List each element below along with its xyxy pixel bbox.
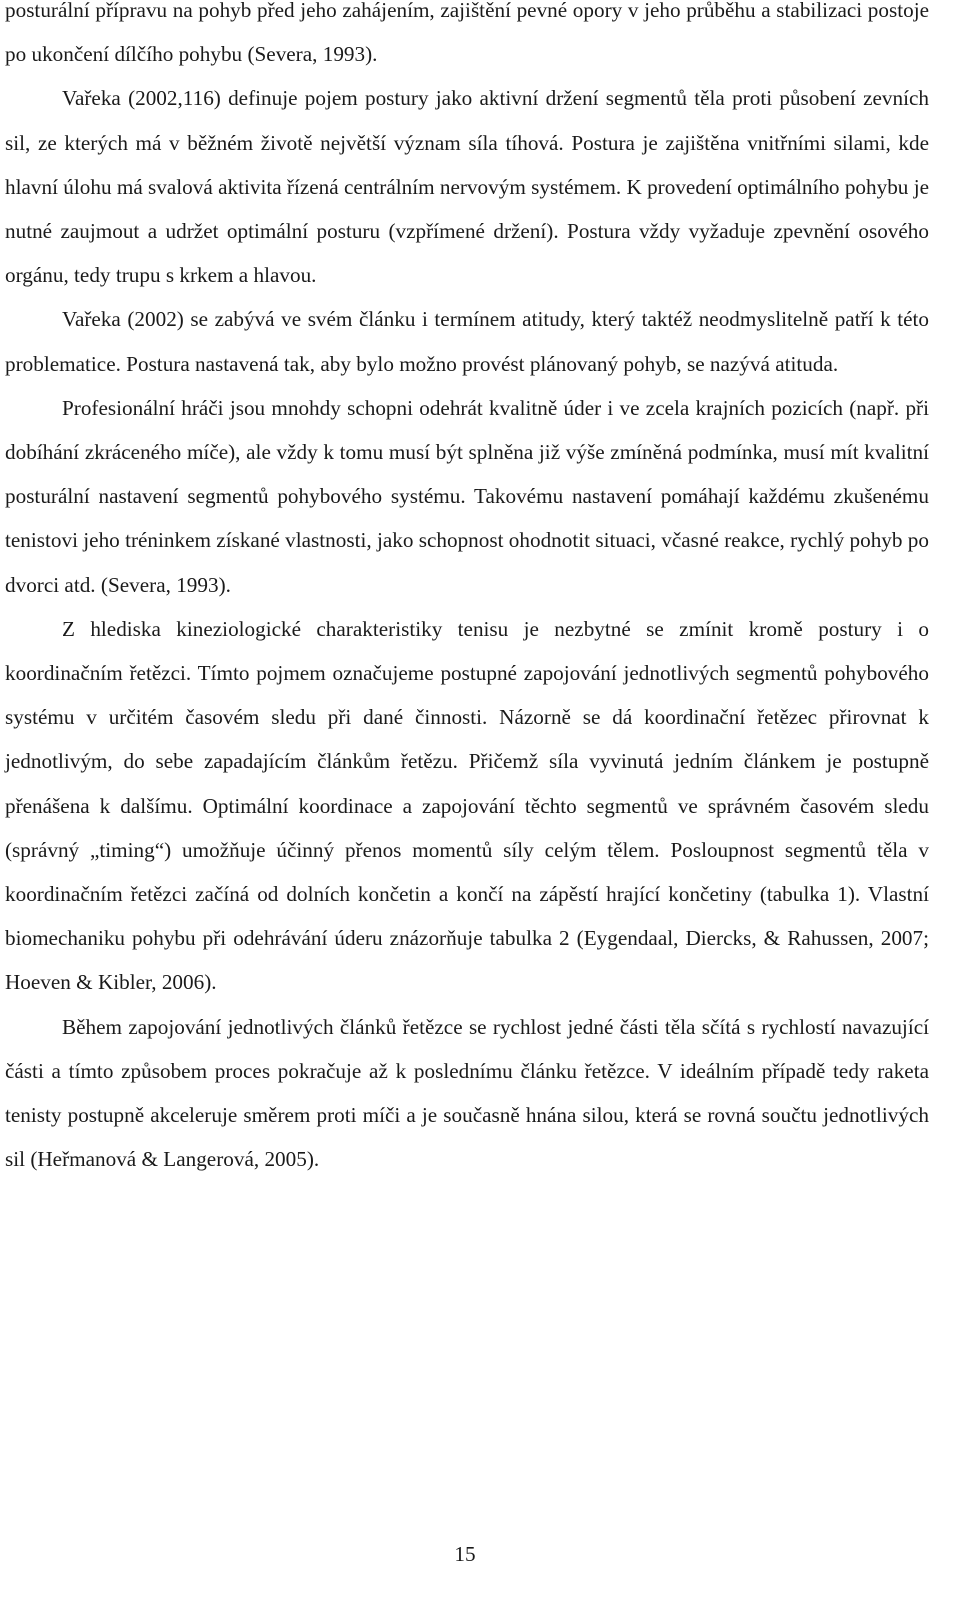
paragraph-atituda: Vařeka (2002) se zabývá ve svém článku i termínem atitudy, který taktéž neodmyslitelně patří k této problematice. Postura nastavená tak, aby bylo možno provést plánovaný pohyb, se nazývá atituda. — [5, 307, 929, 376]
paragraph-posture-definition: Vařeka (2002,116) definuje pojem postury jako aktivní držení segmentů těla proti působení zevních sil, ze kterých má v běžném životě největší význam síla tíhová. Postura je zajištěna vnitřními silami, kde hlavní úlohu má svalová aktivita řízená centrálním nervovým systémem. K provedení optimálního pohybu je nutné zaujmout a udržet optimální posturu (vzpřímené držení). Postura vždy vyžaduje zpevnění osového orgánu, tedy trupu s krkem a hlavou. — [5, 86, 929, 288]
paragraph-posture-preparation: posturální přípravu na pohyb před jeho zahájením, zajištění pevné opory v jeho průběhu a stabilizaci postoje po ukončení dílčího pohybu (Severa, 1993). — [5, 0, 929, 67]
paragraph-chain-velocity: Během zapojování jednotlivých článků řetězce se rychlost jedné části těla sčítá s rychlostí navazující části a tímto způsobem proces pokračuje až k poslednímu článku řetězce. V ideálním případě tedy raketa tenisty postupně akceleruje směrem proti míči a je současně hnána silou, která se rovná součtu jednotlivých sil (Heřmanová & Langerová, 2005). — [5, 1014, 929, 1172]
paragraph-professional-players: Profesionální hráči jsou mnohdy schopni odehrát kvalitně úder i ve zcela krajních pozicích (např. při dobíhání zkráceného míče), ale vždy k tomu musí být splněna již výše zmíněná podmínka, musí mít kvalitní posturální nastavení segmentů pohybového systému. Takovému nastavení pomáhají každému zkušenému tenistovi jeho tréninkem získané vlastnosti, jako schopnost ohodnotit situaci, včasné reakce, rychlý pohyb po dvorci atd. (Severa, 1993). — [5, 395, 929, 597]
page-number: 15 — [454, 1542, 476, 1566]
paragraph-coordination-chain: Z hlediska kineziologické charakteristiky tenisu je nezbytné se zmínit kromě postury i o koordinačním řetězci. Tímto pojmem označujeme postupné zapojování jednotlivých segmentů pohybového systému v určitém časovém sledu při dané činnosti. Názorně se dá koordinační řetězec přirovnat k jednotlivým, do sebe zapadajícím článkům řetězu. Přičemž síla vyvinutá jedním článkem je postupně přenášena k dalšímu. Optimální koordinace a zapojování těchto segmentů ve správném časovém sledu (správný „timing“) umožňuje účinný přenos momentů síly celým tělem. Posloupnost segmentů těla v koordinačním řetězci začíná od dolních končetin a končí na zápěstí hrající končetiny (tabulka 1). Vlastní biomechaniku pohybu při odehrávání úderu znázorňuje tabulka 2 (Eygendaal, Diercks, & Rahussen, 2007; Hoeven & Kibler, 2006). — [5, 616, 929, 995]
document-page — [5, 0, 929, 1181]
